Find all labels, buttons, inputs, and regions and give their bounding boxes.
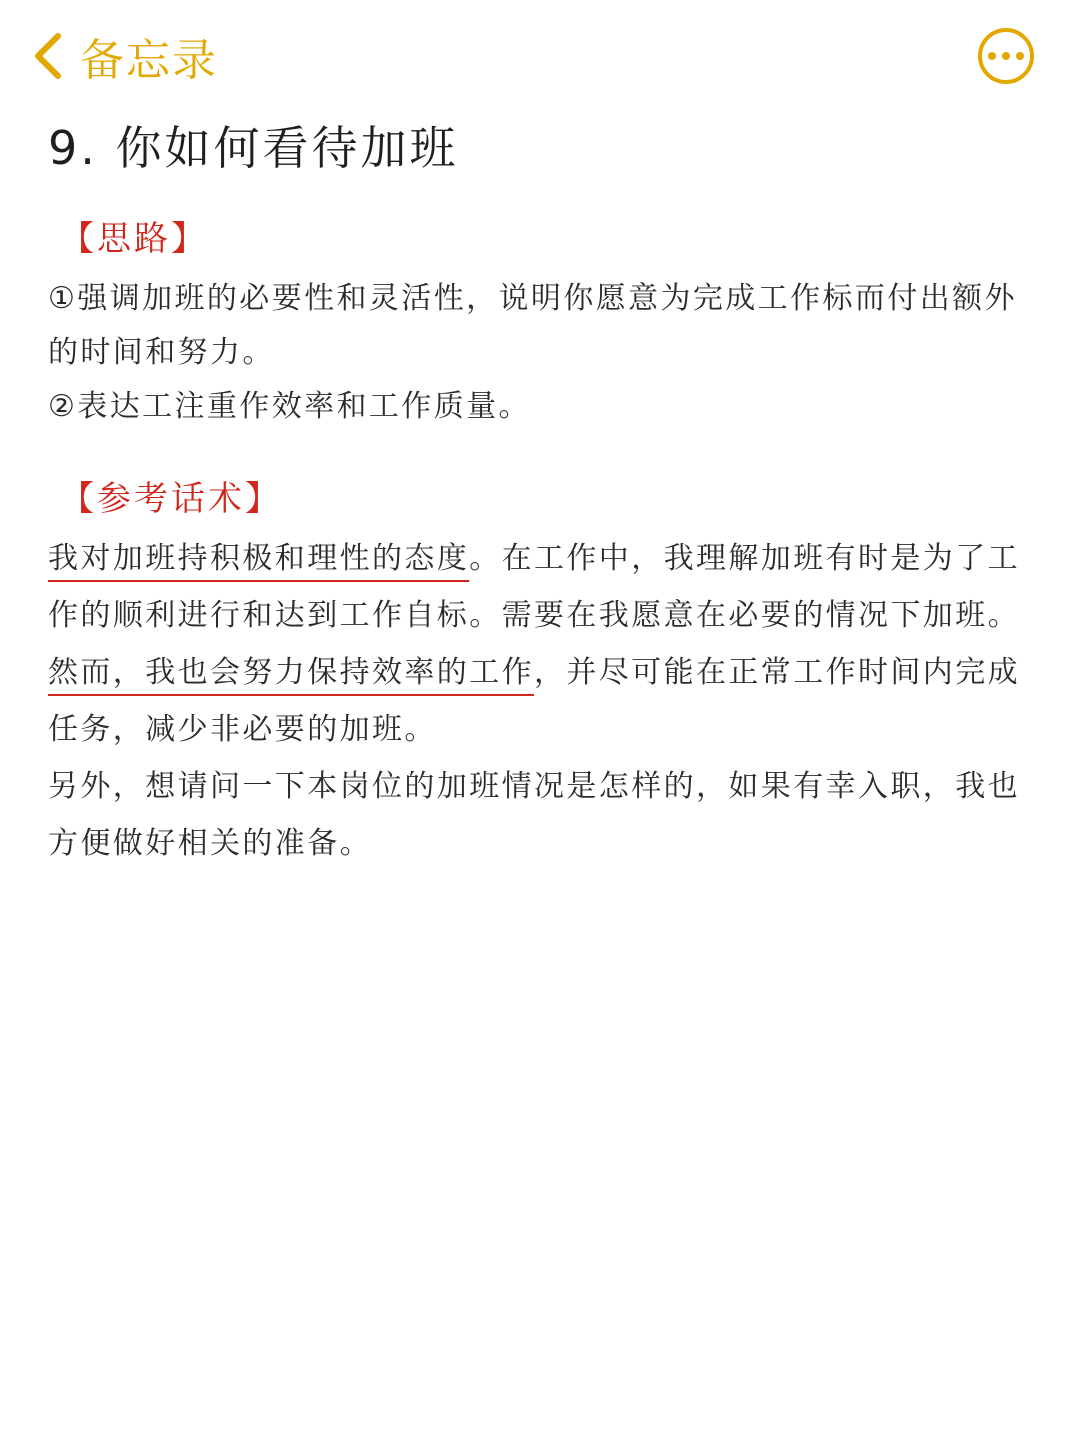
more-horizontal-icon bbox=[988, 52, 996, 60]
thinking-heading: 【思路】 bbox=[60, 219, 208, 259]
more-options-button[interactable] bbox=[978, 28, 1034, 84]
top-nav-bar bbox=[28, 24, 1034, 88]
back-button[interactable] bbox=[28, 24, 218, 88]
answer-paragraph-2: 另外，想请问一下本岗位的加班情况是怎样的，如果有幸入职，我也方便做好相关的准备。 bbox=[48, 769, 1020, 861]
underlined-phrase-1: 我对加班持积极和理性的态度 bbox=[48, 541, 470, 576]
thinking-point-2: ②表达工注重作效率和工作质量。 bbox=[48, 389, 531, 424]
thinking-point-1: ①强调加班的必要性和灵活性，说明你愿意为完成工作标而付出额外的时间和努力。 bbox=[48, 281, 1017, 370]
answer-text-2: ，并尽可能在正常工作时间内完成任务，减少非必要的加班。 bbox=[48, 655, 1020, 747]
answer-text-1: 。在工作中，我理解加班有时是为了工作的顺利进行和达到工作自标。需要在我愿意在必要的情况下加班。 bbox=[48, 541, 1021, 633]
note-title: 9. 你如何看待加班 bbox=[48, 121, 459, 175]
answer-heading: 【参考话术】 bbox=[60, 479, 282, 519]
chevron-left-icon bbox=[28, 28, 68, 84]
underlined-phrase-2: 然而，我也会努力保持效率的工作 bbox=[48, 655, 534, 690]
answer-block bbox=[48, 530, 1030, 872]
answer-paragraph-1 bbox=[48, 530, 1030, 758]
back-label: 备忘录 bbox=[80, 35, 218, 86]
note-content[interactable] bbox=[48, 112, 1030, 872]
